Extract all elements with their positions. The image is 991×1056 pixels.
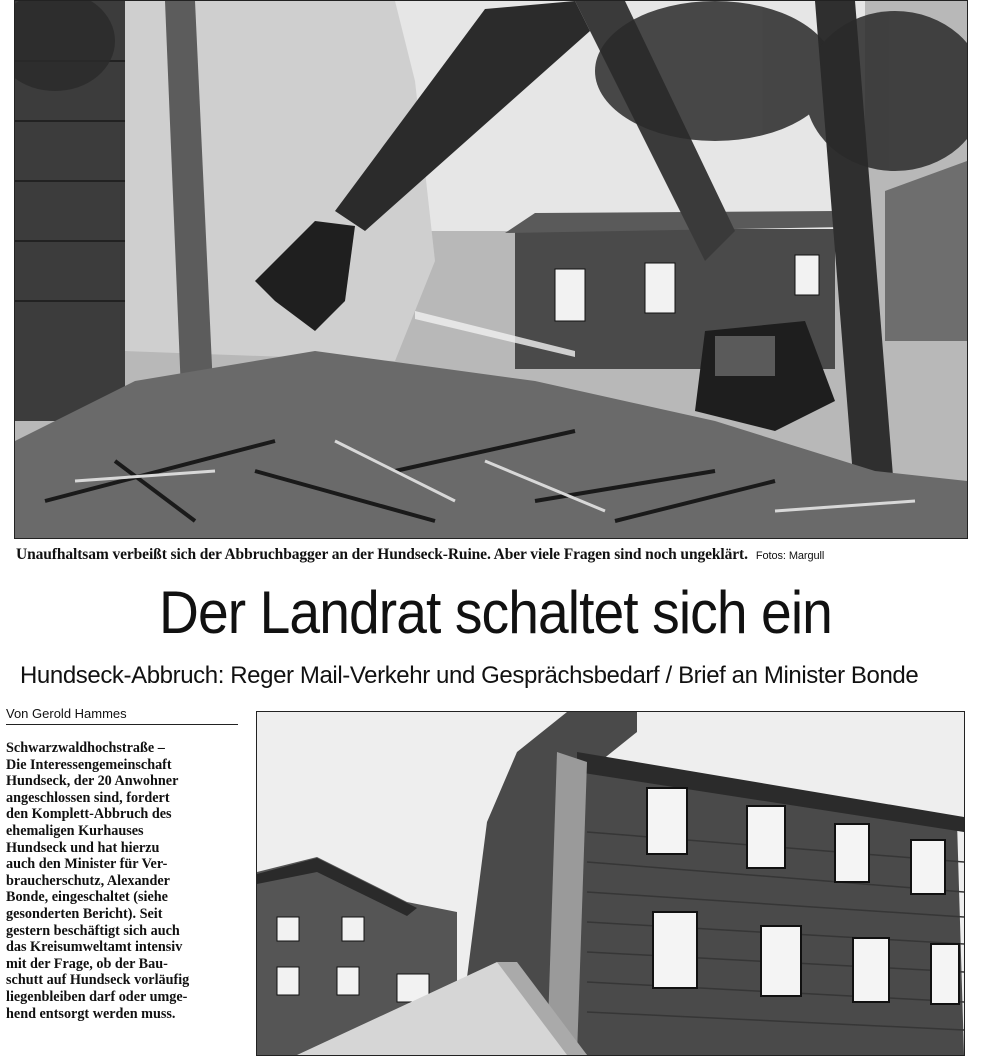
byline: Von Gerold Hammes — [6, 706, 238, 725]
body-line: gesonderten Bericht). Seit — [6, 905, 163, 922]
article-body — [6, 740, 246, 1022]
body-line: Bonde, eingeschaltet (siehe — [6, 889, 168, 906]
building-illustration — [257, 712, 964, 1055]
demolition-photo — [14, 0, 968, 539]
body-line: gestern beschäftigt sich auch — [6, 922, 180, 939]
body-line: das Kreisumweltamt intensiv — [6, 939, 183, 956]
body-line: den Komplett-Abbruch des — [6, 806, 172, 823]
photo-credit: Fotos: Margull — [755, 550, 825, 562]
body-line: schutt auf Hundseck vorläufig — [6, 972, 190, 989]
body-line: liegenbleiben darf oder umge- — [6, 988, 188, 1005]
body-line: Hundseck und hat hierzu — [6, 839, 160, 856]
body-line: Hundseck, der 20 Anwohner — [6, 773, 179, 790]
body-line: auch den Minister für Ver- — [6, 856, 168, 873]
photo-caption — [16, 546, 976, 564]
subheadline: Hundseck-Abbruch: Reger Mail-Verkehr und Gesprächsbedarf / Brief an Minister Bonde — [20, 662, 919, 689]
headline: Der Landrat schaltet sich ein — [159, 579, 832, 646]
body-line: hend entsorgt werden muss. — [6, 1005, 176, 1022]
caption-text: Unaufhaltsam verbeißt sich der Abbruchbagger an der Hundseck-Ruine. Aber viele Fragen sind noch ungeklärt. — [16, 546, 748, 563]
demolition-illustration — [15, 1, 967, 538]
body-line: Die Interessengemeinschaft — [6, 756, 172, 773]
body-line: ehemaligen Kurhauses — [6, 822, 144, 839]
body-line: mit der Frage, ob der Bau- — [6, 955, 168, 972]
body-line: angeschlossen sind, fordert — [6, 789, 170, 806]
body-line: Schwarzwaldhochstraße – — [6, 740, 165, 756]
building-photo — [256, 711, 965, 1056]
body-line: braucherschutz, Alexander — [6, 872, 170, 889]
